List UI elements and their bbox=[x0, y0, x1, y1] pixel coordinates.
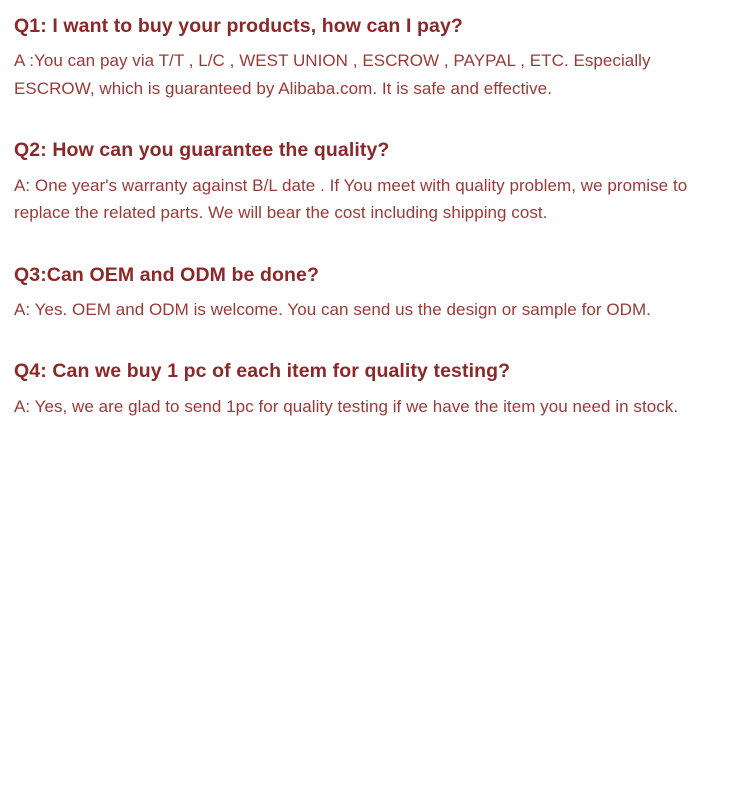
faq-item bbox=[14, 136, 736, 226]
faq-answer: A: Yes, we are glad to send 1pc for quality testing if we have the item you need in stock. bbox=[14, 396, 679, 416]
faq-question: Q3:Can OEM and ODM be done? bbox=[14, 263, 319, 286]
faq-question: Q1: I want to buy your products, how can I pay? bbox=[14, 15, 463, 37]
faq-item bbox=[14, 12, 736, 102]
faq-answer: A: One year's warranty against B/L date . If You meet with quality problem, we promise to replace the related parts. We will bear the cost including shipping cost. bbox=[14, 175, 688, 223]
faq-answer: A :You can pay via T/T , L/C , WEST UNION , ESCROW , PAYPAL , ETC. Especially ESCROW, which is guaranteed by Alibaba.com. It is safe and effective. bbox=[14, 51, 651, 98]
faq-question: Q4: Can we buy 1 pc of each item for quality testing? bbox=[14, 360, 511, 383]
faq-item bbox=[14, 357, 736, 420]
faq-question: Q2: How can you guarantee the quality? bbox=[14, 139, 390, 162]
faq-item bbox=[14, 261, 736, 324]
faq-answer: A: Yes. OEM and ODM is welcome. You can send us the design or sample for ODM. bbox=[14, 299, 651, 319]
